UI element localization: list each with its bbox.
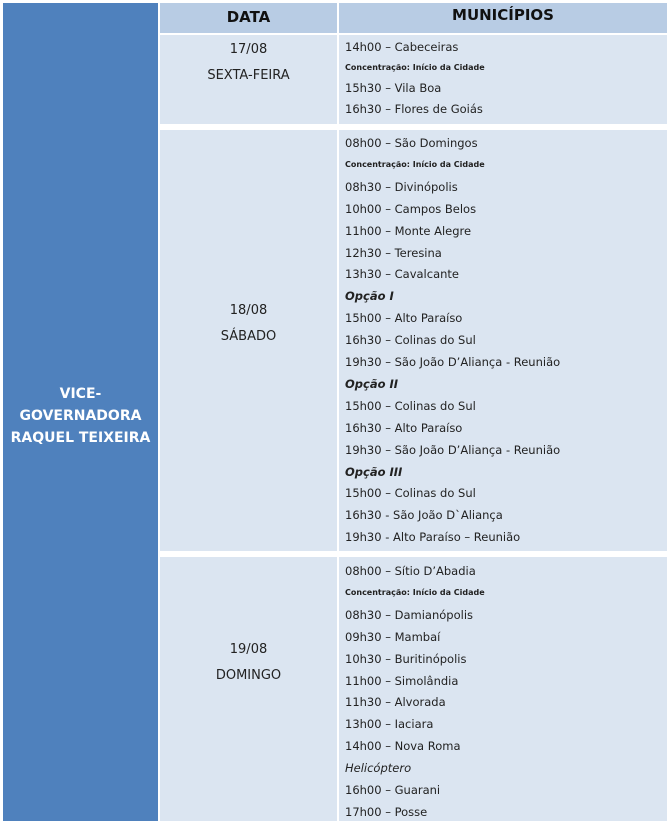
date-cell (160, 130, 337, 551)
person-title-line-3: RAQUEL TEIXEIRA (10, 430, 151, 446)
header-data: DATA (160, 3, 337, 33)
schedule-item: 08h00 – Sítio D’Abadia (345, 564, 476, 578)
schedule-item: 15h00 – Alto Paraíso (345, 311, 463, 326)
person-title-line-2: GOVERNADORA (19, 408, 142, 424)
date-label (160, 298, 337, 350)
schedule-item: 14h00 – Cabeceiras (345, 40, 459, 54)
schedule-item: 08h30 – Damianópolis (345, 607, 474, 622)
schedule-item: 16h30 – Flores de Goiás (345, 101, 483, 116)
date-value: 19/08 (229, 642, 268, 657)
weekday-value: SEXTA-FEIRA (207, 68, 290, 83)
date-cell (160, 557, 337, 821)
schedule-item: 11h00 – Monte Alegre (345, 223, 472, 238)
header-municipios: MUNICÍPIOS (339, 3, 667, 33)
weekday-value: DOMINGO (215, 668, 282, 683)
person-column (3, 3, 158, 821)
concentration-note: Concentração: Início da Cidade (345, 159, 485, 169)
schedule-item: 09h30 – Mambaí (345, 629, 441, 644)
person-title-line-1: VICE- (59, 386, 102, 402)
schedule-item: 15h00 – Colinas do Sul (345, 398, 476, 413)
schedule-item: 16h30 – Colinas do Sul (345, 333, 476, 348)
schedule-item: 14h00 – Nova Roma (345, 739, 461, 754)
schedule-item: 19h30 – São João D’Aliança - Reunião (345, 355, 561, 369)
weekday-value: SÁBADO (220, 329, 277, 344)
schedule-item: 19h30 – São João D’Aliança - Reunião (345, 442, 561, 457)
date-label (160, 37, 337, 89)
schedule-item: 08h00 – São Domingos (345, 136, 478, 150)
schedule-item: 08h30 – Divinópolis (345, 179, 458, 194)
date-value: 17/08 (229, 42, 268, 57)
date-label (160, 637, 337, 689)
date-cell (160, 35, 337, 124)
option-label: Opção I (345, 289, 394, 304)
schedule-item: 15h00 – Colinas do Sul (345, 486, 476, 501)
transport-label: Helicóptero (345, 761, 412, 776)
municipios-cell (339, 557, 667, 821)
schedule-item: 15h30 – Vila Boa (345, 81, 442, 95)
schedule-item: 16h30 - São João D`Aliança (345, 508, 503, 523)
schedule-item: 10h30 – Buritinópolis (345, 651, 467, 666)
schedule-item: 16h00 – Guarani (345, 783, 441, 797)
schedule-item: 17h00 – Posse (345, 804, 428, 819)
person-title (3, 383, 158, 449)
concentration-note: Concentração: Início da Cidade (345, 62, 485, 72)
schedule-item: 11h30 – Alvorada (345, 695, 446, 710)
schedule-item: 10h00 – Campos Belos (345, 201, 477, 216)
schedule-item: 19h30 - Alto Paraíso – Reunião (345, 530, 521, 545)
concentration-note: Concentração: Início da Cidade (345, 587, 485, 597)
schedule-item: 16h30 – Alto Paraíso (345, 420, 463, 435)
municipios-cell (339, 35, 667, 124)
schedule-item: 13h00 – Iaciara (345, 717, 434, 732)
option-label: Opção III (345, 464, 403, 479)
municipios-cell (339, 130, 667, 551)
schedule-item: 13h30 – Cavalcante (345, 267, 459, 282)
schedule-item: 12h30 – Teresina (345, 245, 442, 260)
date-value: 18/08 (229, 303, 268, 318)
schedule-item: 11h00 – Simolândia (345, 673, 459, 688)
option-label: Opção II (345, 376, 399, 391)
